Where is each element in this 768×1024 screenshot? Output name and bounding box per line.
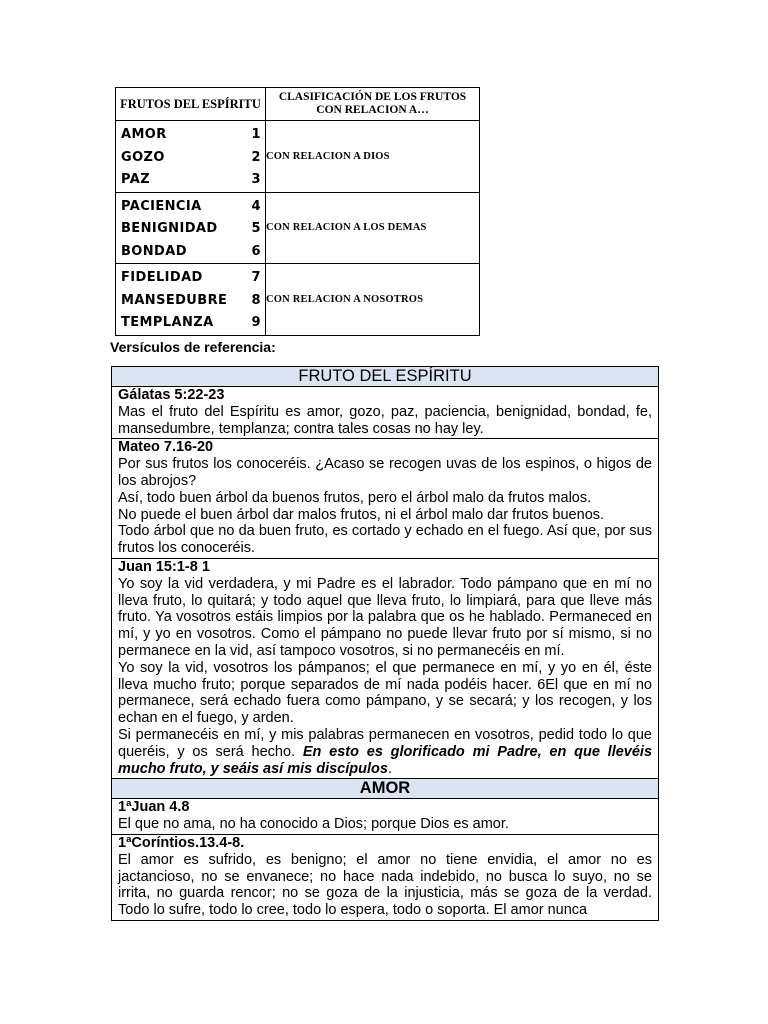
- fruit-name: PACIENCIA: [121, 198, 202, 214]
- fruit-name: BENIGNIDAD: [121, 221, 218, 236]
- verses-table: [111, 366, 659, 921]
- fruit-group-others: [116, 192, 480, 264]
- section-heading-fruto: FRUTO DEL ESPÍRITU: [112, 367, 659, 387]
- verse-cell: [112, 799, 659, 835]
- verse-text: Por sus frutos los conoceréis. ¿Acaso se recogen uvas de los espinos, o higos de los abrojos?: [118, 456, 652, 489]
- section-row: [112, 367, 659, 387]
- fruit-item: [121, 241, 261, 264]
- fruit-name: MANSEDUBRE: [121, 292, 228, 308]
- fruit-list: [116, 192, 266, 264]
- fruit-name: AMOR: [121, 127, 167, 142]
- fruit-name: PAZ: [121, 172, 151, 187]
- fruit-group-self: [116, 264, 480, 336]
- fruit-name: BONDAD: [121, 243, 187, 259]
- verse-text-emphasis: En esto es glorificado mi Padre, en que llevéis mucho fruto, y seáis así mis discípulos: [118, 743, 653, 777]
- verse-text-end: .: [387, 760, 392, 777]
- fruit-name: FIDELIDAD: [121, 270, 203, 285]
- fruit-number: 8: [251, 292, 261, 308]
- verse-reference: Juan 15:1-8 1: [118, 558, 210, 575]
- verse-reference: Gálatas 5:22-23: [118, 387, 225, 403]
- fruit-item: [121, 147, 261, 170]
- verse-text: No puede el buen árbol dar malos frutos, ni el árbol malo dar frutos buenos.: [118, 506, 605, 523]
- verse-row: [112, 439, 659, 559]
- section-heading-amor: AMOR: [112, 779, 659, 799]
- verse-row: [112, 834, 659, 920]
- fruit-item: [121, 169, 261, 192]
- verse-text: Yo soy la vid, vosotros los pámpanos; el que permanece en mí, y yo en él, éste lleva mucho fruto; porque separados de mí nada podéis hacer. 6El que en mí no permanece, será echado fuera como pámpano, y se secará; y los recogen, y los echan en el fuego, y arden.: [118, 659, 652, 727]
- fruit-number: 4: [251, 198, 261, 214]
- fruit-list: [116, 264, 266, 336]
- verse-text: [118, 727, 652, 777]
- fruit-item: [121, 290, 261, 313]
- verse-text: El que no ama, no ha conocido a Dios; porque Dios es amor.: [118, 816, 509, 833]
- relation-label: CON RELACION A LOS DEMAS: [266, 192, 480, 264]
- fruit-group-god: [116, 121, 480, 193]
- fruit-number: 1: [251, 127, 261, 142]
- verse-reference: Mateo 7.16-20: [118, 439, 214, 456]
- section-row: [112, 779, 659, 799]
- fruit-item: [121, 196, 261, 219]
- verse-text: Así, todo buen árbol da buenos frutos, pero el árbol malo da frutos malos.: [118, 489, 592, 506]
- verse-cell: [112, 387, 659, 439]
- fruits-classification-table: [115, 87, 480, 336]
- fruit-number: 5: [251, 221, 261, 236]
- header-classification: CLASIFICACIÓN DE LOS FRUTOS CON RELACION A…: [266, 88, 480, 121]
- verse-reference: 1ªCoríntios.13.4-8.: [118, 834, 245, 851]
- fruits-table-header: [116, 88, 480, 121]
- verse-text: Todo árbol que no da buen fruto, es cortado y echado en el fuego. Así que, por sus frutos los conoceréis.: [118, 523, 652, 557]
- verse-row: [112, 387, 659, 439]
- header-fruits: FRUTOS DEL ESPÍRITU: [116, 88, 266, 121]
- verse-cell: [112, 439, 659, 559]
- fruit-number: 6: [251, 243, 261, 259]
- fruit-number: 3: [251, 172, 261, 187]
- relation-label: CON RELACION A DIOS: [266, 121, 480, 193]
- reference-heading: Versículos de referencia:: [110, 339, 276, 355]
- fruit-list: [116, 121, 266, 193]
- fruit-number: 7: [251, 270, 261, 285]
- fruit-number: 2: [251, 149, 261, 165]
- relation-label: CON RELACION A NOSOTROS: [266, 264, 480, 336]
- verse-row: [112, 799, 659, 835]
- verse-row: [112, 558, 659, 778]
- fruit-item: [121, 267, 261, 290]
- fruit-name: GOZO: [121, 149, 165, 165]
- verse-text: Yo soy la vid verdadera, y mi Padre es el labrador. Todo pámpano que en mí no lleva fruto, lo quitará; y todo aquel que lleva fruto, lo limpiará, para que lleve más fruto. Ya vosotros estáis limpios por la palabra que os he hablado. Permaneced en mí, y yo en vosotros. Como el pámpano no puede llevar fruto por sí mismo, si no permanece en la vid, así tampoco vosotros, si no permanecéis en mí.: [118, 575, 652, 659]
- verse-text-plain: Si permanecéis en mí, y mis palabras permanecen en vosotros, pedid todo lo que queréis, y os será hecho.: [118, 726, 652, 760]
- fruit-item: [121, 218, 261, 241]
- fruit-number: 9: [251, 315, 261, 330]
- fruit-item: [121, 124, 261, 147]
- fruit-name: TEMPLANZA: [121, 315, 214, 330]
- verse-text: El amor es sufrido, es benigno; el amor no tiene envidia, el amor no es jactancioso, no se envanece; no hace nada indebido, no busca lo suyo, no se irrita, no guarda rencor; no se goza de la injusticia, más se goza de la verdad. Todo lo sufre, todo lo cree, todo lo espera, todo o soporta. El amor nunca: [118, 851, 652, 919]
- verse-text: Mas el fruto del Espíritu es amor, gozo, paz, paciencia, benignidad, bondad, fe, mansedumbre, templanza; contra tales cosas no hay ley.: [118, 403, 652, 437]
- verse-cell: [112, 558, 659, 778]
- verse-cell: [112, 834, 659, 920]
- verse-reference: 1ªJuan 4.8: [118, 799, 190, 816]
- fruit-item: [121, 312, 261, 335]
